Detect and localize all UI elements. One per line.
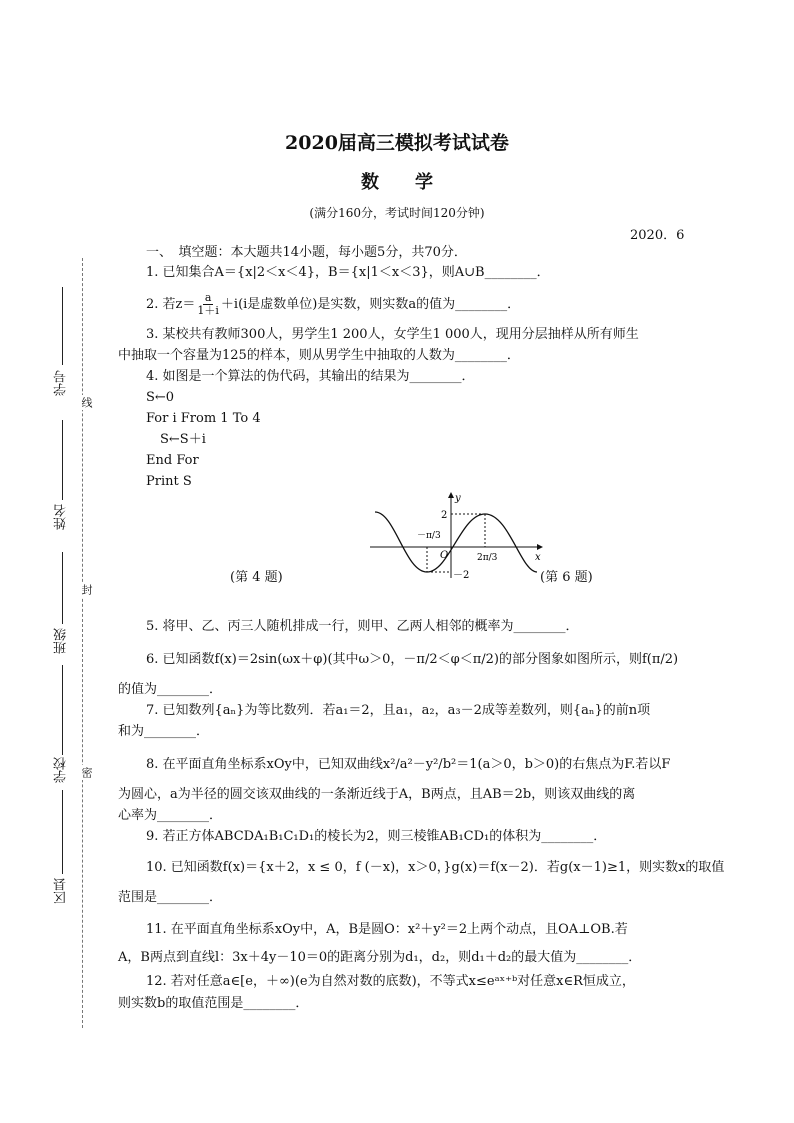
school-line[interactable]	[62, 665, 63, 755]
x-axis-arrow	[537, 544, 543, 550]
question-8-line3: 心率为________．	[118, 808, 223, 823]
seal-char-mi: 密	[80, 767, 93, 778]
exam-info: (满分160分，考试时间120分钟)	[309, 206, 485, 220]
q2-fraction	[197, 292, 219, 317]
sine-curve	[375, 512, 537, 572]
tick-x-left: －π/3	[417, 531, 441, 541]
student-id-label: 学号	[54, 370, 69, 396]
sine-graph	[365, 490, 545, 580]
y-axis-arrow	[448, 492, 454, 498]
seal-char-xian: 线	[80, 397, 93, 408]
question-12-line2: 则实数b的取值范围是________．	[118, 996, 309, 1011]
question-7-line1: 7. 已知数列{aₙ}为等比数列．若a₁＝2，且a₁，a₂，a₃－2成等差数列，则{aₙ}的前n项	[146, 703, 651, 718]
exam-date: 2020．6	[630, 228, 685, 243]
question-7-line2: 和为________．	[118, 724, 210, 739]
figure-4-caption: (第 4 题)	[230, 570, 283, 585]
y-axis-label: y	[455, 493, 461, 504]
q2-numerator: a	[204, 291, 212, 304]
tick-y-top: 2	[441, 510, 448, 521]
question-4: 4. 如图是一个算法的伪代码，其输出的结果为________．	[146, 369, 475, 384]
q2-denominator: 1＋i	[197, 304, 219, 317]
tick-x-right: 2π/3	[477, 553, 498, 563]
figure-6-caption: (第 6 题)	[540, 570, 593, 585]
question-10-line1: 10. 已知函数f(x)＝{x＋2，x ≤ 0，f (－x)，x＞0，}g(x)＝f(x－2)．若g(x－1)≥1，则实数x的取值	[146, 860, 725, 875]
question-8-line1: 8. 在平面直角坐标系xOy中，已知双曲线x²/a²－y²/b²＝1(a＞0，b＞0)的右焦点为F.若以F	[146, 757, 671, 772]
question-12-line1: 12. 若对任意a∈[e，＋∞)(e为自然对数的底数)，不等式x≤eᵃˣ⁺ᵇ对任意x∈R恒成立，	[146, 974, 635, 989]
question-9: 9. 若正方体ABCDA₁B₁C₁D₁的棱长为2，则三棱锥AB₁CD₁的体积为________．	[146, 829, 607, 844]
question-6-line2: 的值为________．	[118, 682, 223, 697]
code-line-5: Print S	[146, 474, 192, 489]
district-label: 区县	[54, 878, 69, 904]
question-3-line2: 中抽取一个容量为125的样本，则从男学生中抽取的人数为________．	[118, 348, 520, 363]
question-6-line1: 6. 已知函数f(x)＝2sin(ωx＋φ)(其中ω＞0，－π/2＜φ＜π/2)的部分图象如图所示，则f(π/2)	[146, 652, 679, 667]
class-line[interactable]	[62, 552, 63, 624]
origin-label: O	[440, 550, 449, 561]
code-line-1: S←0	[146, 390, 175, 405]
name-line[interactable]	[62, 420, 63, 500]
q2-prefix: 2. 若z＝	[146, 297, 196, 312]
student-id-line[interactable]	[62, 287, 63, 365]
question-1: 1. 已知集合A＝{x|2＜x＜4}，B＝{x|1＜x＜3}，则A∪B________．	[146, 265, 550, 280]
district-line[interactable]	[62, 790, 63, 874]
name-label: 姓名	[54, 504, 69, 530]
question-11-line1: 11. 在平面直角坐标系xOy中，A，B是圆O：x²＋y²＝2上两个动点，且OA⊥OB.若	[146, 922, 628, 937]
question-5: 5. 将甲、乙、丙三人随机排成一行，则甲、乙两人相邻的概率为________．	[146, 619, 579, 634]
binding-dashed-line	[82, 258, 83, 1028]
question-2	[146, 292, 520, 317]
question-10-line2: 范围是________．	[118, 890, 223, 905]
question-11-line2: A，B两点到直线l：3x＋4y－10＝0的距离分别为d₁，d₂，则d₁＋d₂的最大值为________．	[118, 950, 642, 965]
exam-title: 2020届高三模拟考试试卷	[285, 132, 509, 154]
subject-title: 数 学	[361, 172, 433, 193]
tick-y-bottom: －2	[453, 570, 470, 580]
code-line-3: S←S＋i	[160, 432, 206, 447]
code-line-2: For i From 1 To 4	[146, 411, 261, 426]
question-8-line2: 为圆心，a为半径的圆交该双曲线的一条渐近线于A，B两点，且AB＝2b，则该双曲线的离	[118, 787, 636, 802]
section-heading: 一、 填空题：本大题共14小题，每小题5分，共70分．	[146, 245, 467, 260]
class-label: 班级	[54, 628, 69, 654]
school-label: 学校	[54, 757, 69, 783]
question-3-line1: 3. 某校共有教师300人，男学生1 200人，女学生1 000人，现用分层抽样从所有师生	[146, 327, 639, 342]
code-line-4: End For	[146, 453, 199, 468]
seal-char-feng: 封	[80, 584, 93, 595]
q2-suffix: ＋i(i是虚数单位)是实数，则实数a的值为________．	[220, 297, 521, 312]
x-axis-label: x	[535, 552, 541, 563]
